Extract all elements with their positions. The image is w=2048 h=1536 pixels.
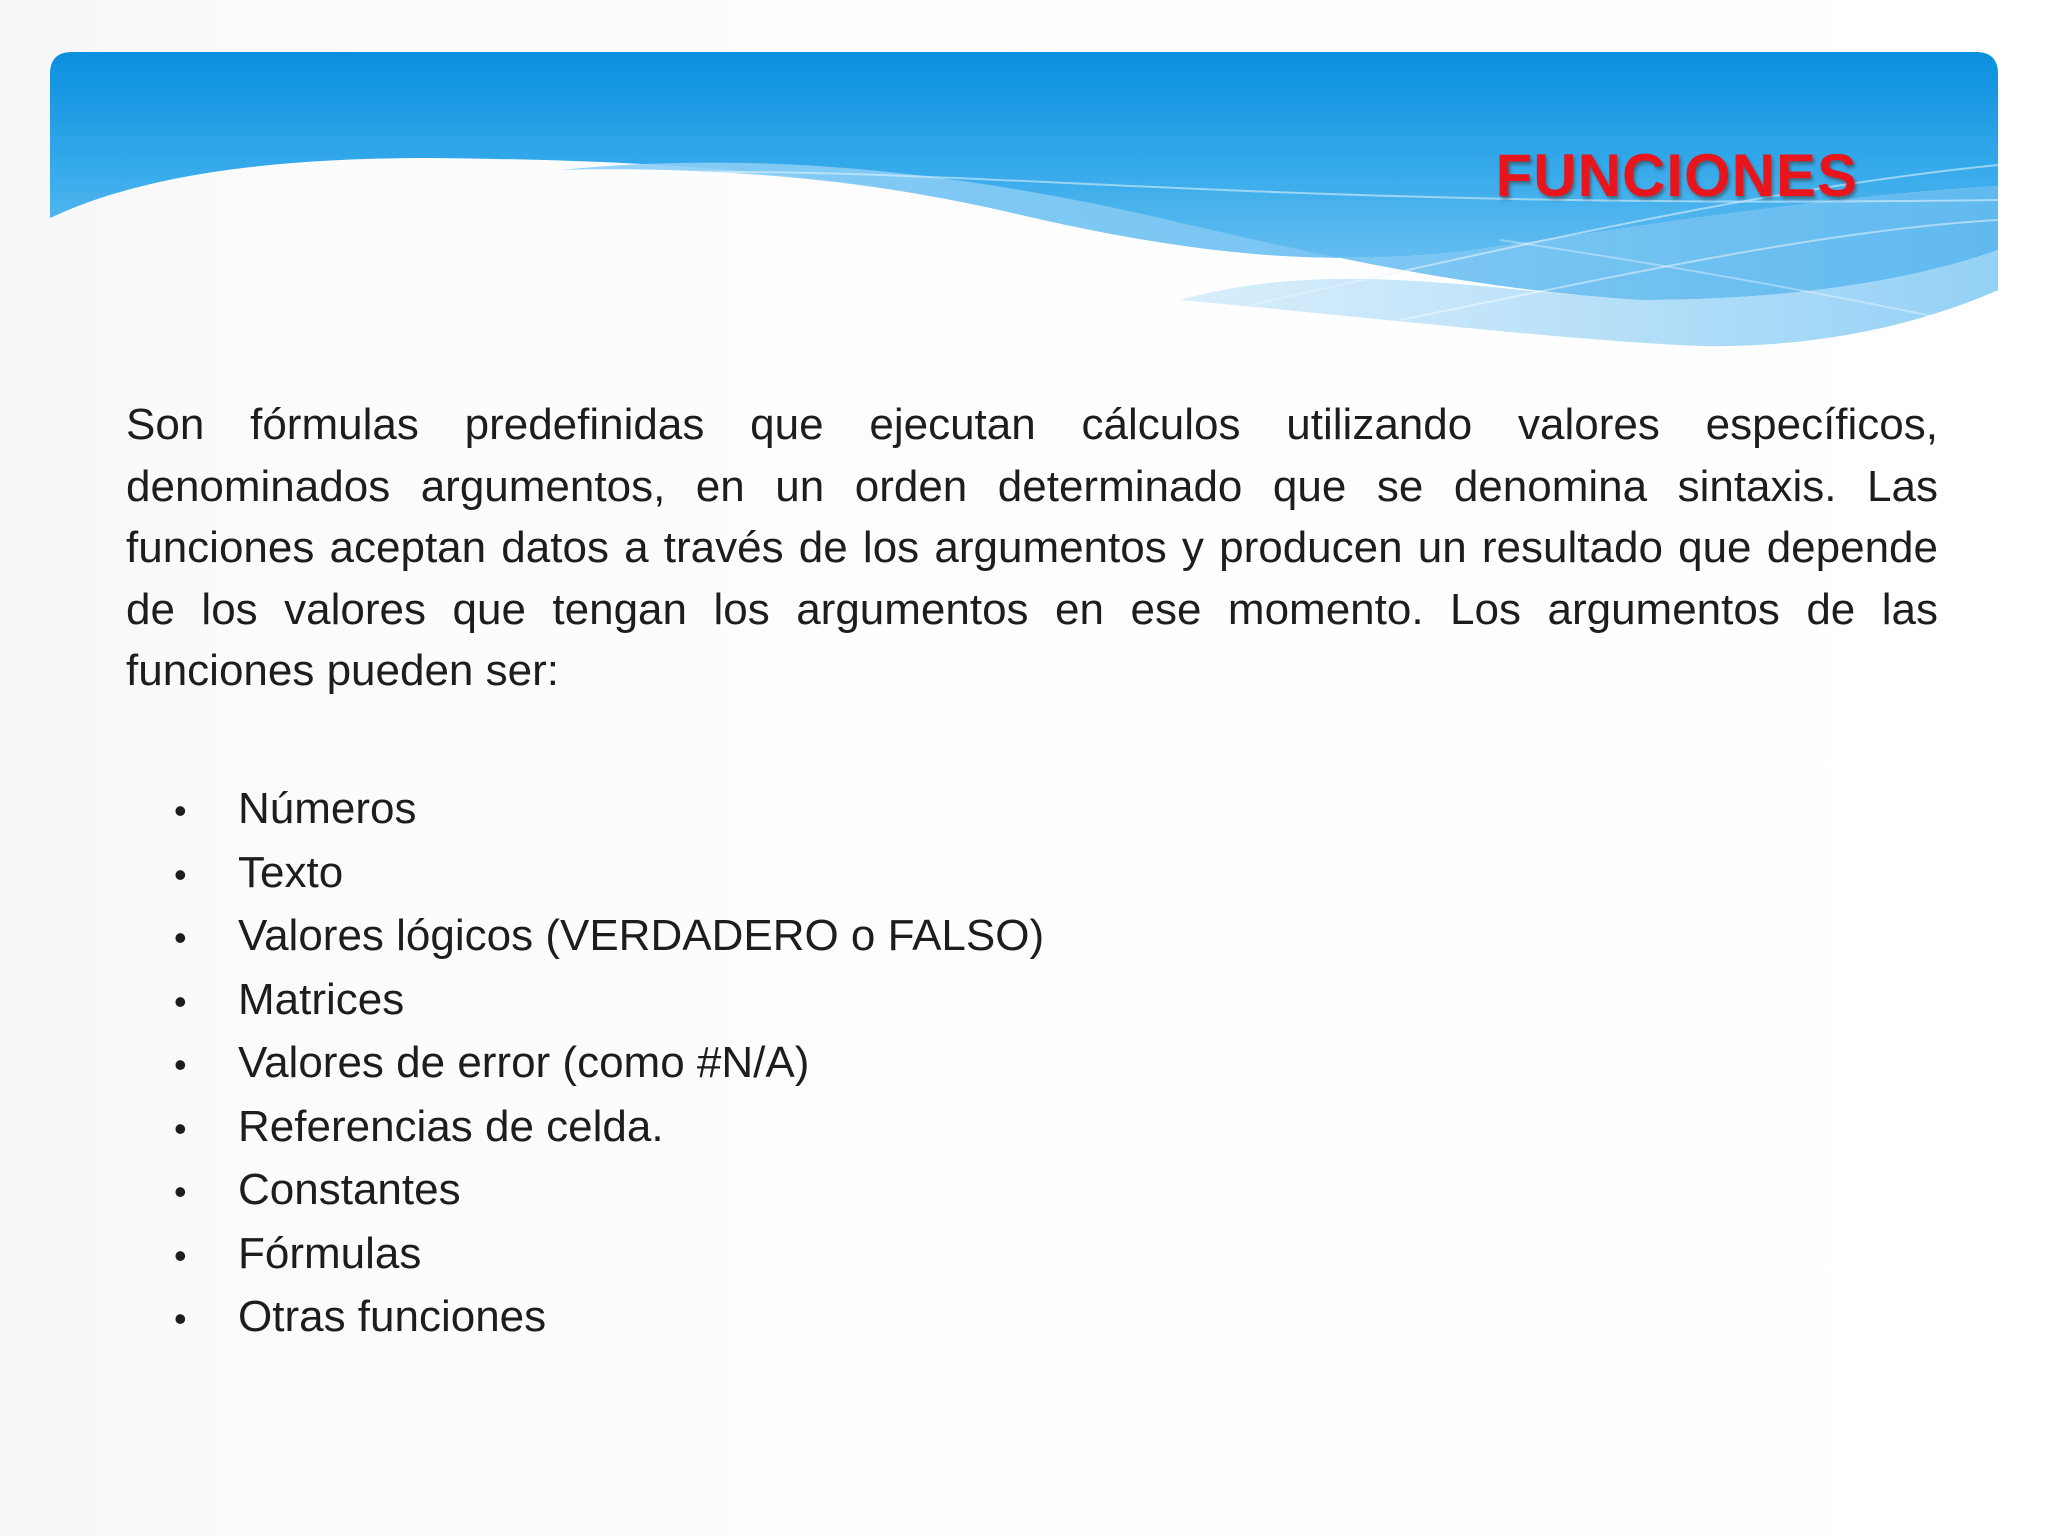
list-item [174,842,1044,906]
list-item [174,1286,1044,1350]
bullet-marker: • [174,790,187,831]
list-item-text: Otras funciones [238,1292,547,1341]
bullet-marker: • [174,1044,187,1085]
bullet-marker: • [174,1107,187,1149]
list-item-text: Valores de error (como #N/A) [238,1038,810,1087]
bullet-marker: • [174,917,187,958]
list-item [174,1096,1044,1160]
bullet-marker: • [174,853,187,895]
list-item [174,1159,1044,1223]
bullet-list [174,778,1044,1350]
bullet-marker: • [174,1171,187,1212]
list-item [174,969,1044,1033]
list-item [174,905,1044,969]
list-item-text: Valores lógicos (VERDADERO o FALSO) [238,911,1045,960]
list-item-text: Referencias de celda. [238,1101,664,1151]
list-item-text: Constantes [238,1165,461,1214]
list-item-text: Números [238,784,417,833]
bullet-marker: • [174,980,187,1022]
slide-title: FUNCIONES [1495,142,1858,209]
bullet-marker: • [174,1234,187,1276]
list-item [174,778,1044,842]
list-item-text: Fórmulas [238,1228,422,1278]
list-item-text: Matrices [238,974,405,1024]
list-item [174,1032,1044,1096]
body-paragraph: Son fórmulas predefinidas que ejecutan cálculos utilizando valores específicos, denominados argumentos, en un orden determinado que se denomina sintaxis. Las funciones aceptan datos a través de los argumentos y producen un resultado que depende de los valores que tengan los argumentos en ese momento. Los argumentos de las funciones pueden ser: [126,400,1938,695]
list-item-text: Texto [238,847,344,897]
bullet-marker: • [174,1298,187,1339]
list-item [174,1223,1044,1287]
